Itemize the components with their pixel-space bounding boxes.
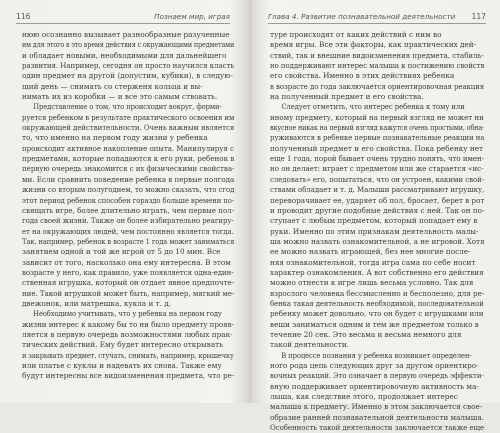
- text-line: занятием одной и той же игрой от 5 до 10 мин. Все: [22, 247, 221, 257]
- text-line: будут интересны все видоизменения предмета, что ре-: [22, 371, 235, 381]
- left-header-rule: [16, 23, 230, 24]
- left-running-title: Познаем мир, играя: [154, 12, 230, 21]
- text-line: такой деятельности.: [270, 340, 349, 350]
- text-line: образие ранней познавательной деятельности малыша.: [270, 412, 485, 422]
- text-line: Особенность такой деятельности заключается также еще: [270, 423, 485, 433]
- text-line: и закрывать предмет, стучать, снимать, например, крышечку: [22, 350, 234, 360]
- text-line: им для этого в это время действия с окружающими предметами: [22, 40, 235, 50]
- left-page: [0, 0, 250, 403]
- text-line: и обладает новыми, необходимыми для дальнейшего: [22, 50, 227, 60]
- text-line: и проводит другие подобные действия с ней. Так он по-: [270, 205, 485, 215]
- text-line: ступает с любым предметом, который попадает ему в: [270, 216, 478, 226]
- text-line: иному предмету, который на первый взгляд не может ни: [270, 112, 484, 122]
- text-line: года своей жизни. Также он более избирательно реагиру-: [22, 216, 234, 226]
- right-running-title: Глава 4. Развитие познавательной деятельности: [268, 12, 456, 21]
- text-line: возрасте у него, как правило, уже появляется одна-един-: [22, 267, 234, 277]
- text-line: взрослого человека бессмысленно и бесполезно, для ре-: [270, 288, 485, 298]
- text-line: происходит активное накопление опыта. Манипулируя с: [22, 143, 234, 153]
- text-line: руживаются в ребенке первые познавательные реакции на: [270, 133, 485, 143]
- text-line: ребенку может довольно, что он будет с игрушками или: [270, 309, 484, 319]
- right-page-text: [270, 30, 484, 433]
- text-line: няя ознакомительной, тогда игра сама по себе носит: [270, 257, 476, 267]
- text-line: ет на окружающих людей, чем постоянно является тогда.: [22, 226, 234, 236]
- text-line: руки. Именно по этим признакам деятельность малы-: [270, 226, 479, 236]
- text-line: этот период ребенок способен гораздо больше времени по-: [22, 195, 235, 205]
- text-line: зависит от того, насколько она ему интересна. В этом: [22, 257, 231, 267]
- text-line: В процессе познания у ребенка возникает определен-: [281, 350, 472, 360]
- text-line: но поддерживают интерес малыша к постижению свойств: [270, 61, 485, 71]
- text-line: ее можно назвать играющей, без нее многие после-: [270, 247, 471, 257]
- text-line: предметами, которые попадаются к его руки, ребенок в: [22, 154, 235, 164]
- text-line: ние. Такой игрушкой может быть, например, мягкий ме-: [22, 288, 235, 298]
- text-line: малыша к предмету. Именно в этом заключается свое-: [270, 402, 483, 412]
- text-line: ша можно назвать ознакомительной, а не игровой. Хотя: [270, 236, 485, 246]
- text-line: бенка такая деятельность необходимой, последовательной: [270, 298, 484, 308]
- text-line: еще 1 года, порой бывает очень трудно понять, что имен-: [270, 154, 485, 164]
- text-line: окружающей действительности. Очень важным является: [22, 123, 235, 133]
- text-line: туре происходят от каких действий с ним во: [270, 30, 442, 39]
- text-line: Так, например, ребенок в возрасте 1 года может заниматься: [22, 236, 235, 246]
- text-line: но он делает: играет с предметом или же старается «ис-: [270, 164, 484, 174]
- text-line: следовать» его, попытаться, что он устроен, какими свой-: [270, 174, 485, 184]
- text-line: вкусное никак на первый взгляд кажутся очень простыми, обна-: [270, 123, 485, 133]
- text-line: вную поддерживает ориентировочную активность ма-: [270, 381, 479, 391]
- text-line: то, что именно на первом году жизни у ребенка: [22, 133, 208, 143]
- right-page: [250, 0, 500, 433]
- text-line: руется ребенком в результате практического освоения им: [22, 112, 235, 122]
- text-line: или платье с куклы и надевать их снова. Также ему: [22, 361, 222, 370]
- text-line: тических действий. Ему будет интересно открывать: [22, 340, 224, 350]
- right-header-rule: [268, 23, 486, 24]
- text-line: переворачивает ее, ударяет об пол, бросает, берет в рот: [270, 195, 485, 205]
- text-line: вочных реакций. Это означает в первую очередь эффекти-: [270, 371, 484, 381]
- text-line: ного рода цепь следующих друг за другом ориентиро-: [270, 361, 479, 370]
- text-line: Следует отметить, что интерес ребенка к тому или: [281, 102, 465, 112]
- text-line: на полученный предмет и его свойства.: [270, 92, 424, 102]
- text-line: течение 20 сек. Это весьма и весьма немного для: [270, 329, 462, 339]
- text-line: свящать игре, более длительно играть, чем первые пол-: [22, 205, 235, 215]
- text-line: его свойства. Именно в этих действиях ребенка: [270, 71, 455, 81]
- text-line: лыша, как следствие этого, продолжает интерес: [270, 392, 458, 402]
- text-line: развития. Например, сегодня он просто научился класть: [22, 61, 235, 71]
- text-line: двежонок, или матрешка, кукла и т. д.: [22, 298, 171, 308]
- text-line: один предмет на другой (допустим, кубики), в следую-: [22, 71, 233, 81]
- text-line: полученный предмет и его свойства. Пока ребенку нет: [270, 143, 484, 153]
- text-line: жизни со вторым полугодием, то можно сказать, что сгод: [22, 185, 235, 195]
- text-line: ствий, так и внешние видоизменения предмета, стабиль-: [270, 50, 484, 60]
- text-line: жизни интерес к какому бы то ни было предмету прояв-: [22, 319, 234, 329]
- left-page-text: [22, 30, 234, 382]
- text-line: веши заниматься одним и тем же предметом только в: [270, 319, 479, 329]
- text-line: время игры. Все эти факторы, как практических дей-: [270, 40, 477, 50]
- text-line: ми. Если сравнить поведение ребенка в первые полгода: [22, 174, 235, 184]
- left-page-number: 116: [16, 12, 31, 21]
- text-line: нюю осознанно вызывает разнообразные разученные: [22, 30, 230, 39]
- text-line: щий день — снимать со стерженя кольца и вы-: [22, 81, 203, 91]
- text-line: Необходимо учитывать, что у ребенка на первом году: [33, 309, 222, 319]
- text-line: характер ознакомления. А вот собственно его действия: [270, 267, 484, 277]
- text-line: в возрасте до года заключается ориентировочная реакция: [270, 81, 485, 91]
- text-line: нимать их из коробки — и все это самым ствовать.: [22, 92, 218, 102]
- right-page-number: 117: [471, 12, 486, 21]
- text-line: ствами обладает и т. д. Малыши рассматривают игрушку,: [270, 185, 485, 195]
- text-line: можно отнести к игре лишь весьма условно. Так для: [270, 278, 474, 288]
- text-line: ственная игрушка, который он отдает явное предпочте-: [22, 278, 235, 288]
- text-line: первую очередь знакомится с их физическими свойства-: [22, 164, 235, 174]
- text-line: Представление о том, что происходит вокруг, форми-: [33, 102, 222, 112]
- text-line: ляется в первую очередь возможностями любых прак-: [22, 329, 233, 339]
